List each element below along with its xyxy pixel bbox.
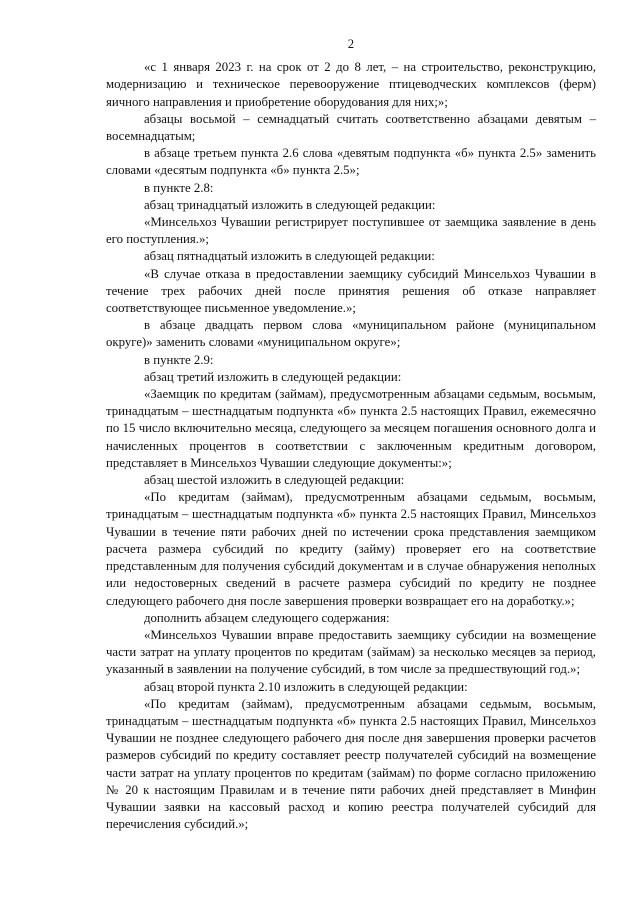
paragraph-9: в абзаце двадцать первом слова «муниципальном районе (муниципальном округе)» заменить словами «муниципальном округе»; bbox=[106, 318, 596, 350]
paragraph-6: «Минсельхоз Чувашии регистрирует поступившее от заемщика заявление в день его поступления.»; bbox=[106, 215, 596, 247]
paragraph-18: «По кредитам (займам), предусмотренным абзацами седьмым, восьмым, тринадцатым – шестнадцатым подпункта «б» пункта 2.5 настоящих Правил, Минсельхоз Чувашии не позднее следующего рабочего дня после дня завершения проверки расчетов размеров субсидий по кредиту составляет реестр получателей субсидий на возмещение части затрат на уплату процентов по кредитам (займам) по форме согласно приложению № 20 к настоящим Правилам и в течение пяти рабочих дней представляет в Минфин Чувашии заявки на кассовый расход и копию реестра получателей субсидий для перечисления субсидий.»; bbox=[106, 696, 596, 832]
paragraph-2: абзацы восьмой – семнадцатый считать соответственно абзацами девятым – восемнадцатым; bbox=[106, 111, 596, 144]
paragraph-15: дополнить абзацем следующего содержания: bbox=[144, 610, 390, 625]
paragraph-8: «В случае отказа в предоставлении заемщику субсидий Минсельхоз Чувашии в течение трех рабочих дней после принятия решения об отказе направляет соответствующее письменное уведомление.»; bbox=[106, 266, 596, 316]
paragraph-10: в пункте 2.9: bbox=[144, 352, 214, 367]
paragraph-3: в абзаце третьем пункта 2.6 слова «девятым подпункта «б» пункта 2.5» заменить словами «десятым подпункта «б» пункта 2.5»; bbox=[106, 146, 596, 178]
paragraph-17: абзац второй пункта 2.10 изложить в следующей редакции: bbox=[144, 679, 468, 694]
paragraph-11: абзац третий изложить в следующей редакции: bbox=[144, 369, 402, 384]
paragraph-13: абзац шестой изложить в следующей редакции: bbox=[144, 473, 405, 488]
page-number: 2 bbox=[347, 37, 355, 51]
paragraph-7: абзац пятнадцатый изложить в следующей редакции: bbox=[144, 249, 435, 264]
paragraph-16: «Минсельхоз Чувашии вправе предоставить заемщику субсидии на возмещение части затрат на уплату процентов по кредитам (займам) за несколько месяцев за период, указанный в заявлении на получение субсидий, в том числе за предшествующий год.»; bbox=[106, 627, 596, 677]
paragraph-12: «Заемщик по кредитам (займам), предусмотренным абзацами седьмым, восьмым, тринадцатым – шестнадцатым подпункта «б» пункта 2.5 настоящих Правил, ежемесячно по 15 число включительно месяца, следующего за месяцем погашения основного долга и начисленных процентов в соответствии с заключенным кредитным договором, представляет в Минсельхоз Чувашии следующие документы:»; bbox=[106, 387, 596, 470]
paragraph-1: «с 1 января 2023 г. на срок от 2 до 8 лет, – на строительство, реконструкцию, модернизацию и техническое перевооружение птицеводческих комплексов (ферм) яичного направления и приобретение оборудования для них;»; bbox=[106, 60, 596, 109]
paragraph-4: в пункте 2.8: bbox=[144, 180, 214, 195]
paragraph-14: «По кредитам (займам), предусмотренным абзацами седьмым, восьмым, тринадцатым – шестнадцатым подпункта «б» пункта 2.5 настоящих Правил, Минсельхоз Чувашии в течение пяти рабочих дней по истечении срока представления заемщиком расчета размера субсидий по кредиту (займу) проверяет его на соответствие представленным для получения субсидий документам и в случае обнаружения неполных или недостоверных сведений в расчете размера субсидий по кредиту не позднее следующего рабочего дня после завершения проверки возвращает его на доработку.»; bbox=[106, 490, 596, 608]
paragraph-5: абзац тринадцатый изложить в следующей редакции: bbox=[144, 197, 436, 212]
